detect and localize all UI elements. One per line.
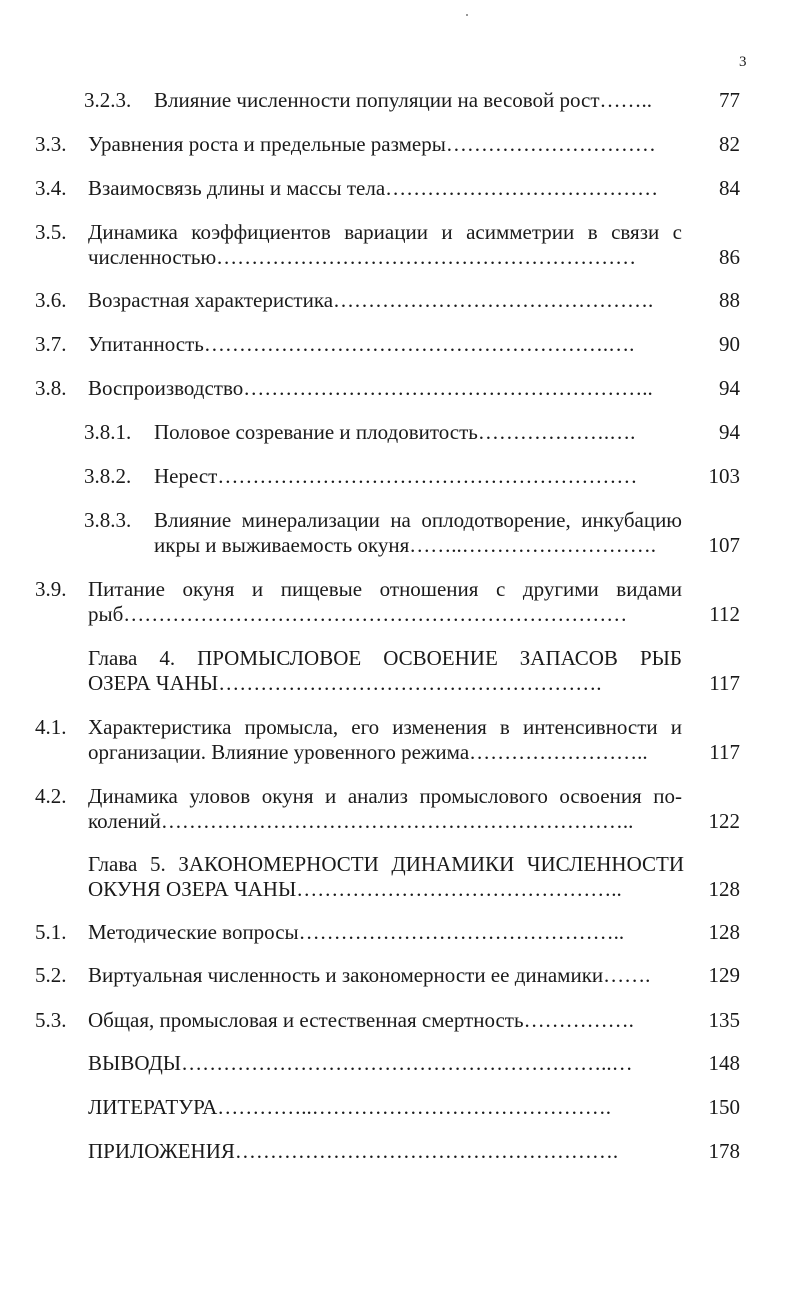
toc-entry-number: 3.2.3. [84,88,132,112]
toc-entry-page: 117 [709,671,740,695]
toc-entry-title [154,420,676,445]
toc-entry-page: 107 [708,533,740,557]
toc-entry-number: 5.1. [35,920,67,944]
toc-entry-title-line: Динамика уловов окуня и анализ промыслового освоения по- [88,784,682,808]
toc-entry-title [88,288,676,313]
toc-entry-title-line: численностью…………………………………………………… [88,245,637,269]
toc-entry-number: 3.6. [35,288,67,312]
toc-entry-number: 3.8.3. [84,508,132,532]
toc-entry-page: 94 [719,376,740,400]
toc-entry-title-line: Половое созревание и плодовитость……………….…. [154,420,636,444]
toc-entry-title [88,376,676,401]
toc-entry-title [88,1139,676,1164]
toc-entry-title-line: Влияние численности популяции на весовой рост…….. [154,88,653,112]
toc-entry-page: 94 [719,420,740,444]
toc-entry-title [88,1051,676,1076]
toc-entry-title-line: ЛИТЕРАТУРА…………..……………………………………. [88,1095,611,1119]
toc-entry-page: 122 [708,809,740,833]
toc-entry-title-line: организации. Влияние уровенного режима…………………….. [88,740,648,764]
toc-entry-page: 77 [719,88,740,112]
toc-entry-title-line: Общая, промысловая и естественная смертность……………. [88,1008,634,1032]
toc-entry-number: 3.8.2. [84,464,132,488]
toc-entry-page: 112 [709,602,740,626]
toc-entry-number: 4.2. [35,784,67,808]
toc-entry-number: 4.1. [35,715,67,739]
toc-entry-title [88,852,684,902]
toc-entry-title [154,508,682,558]
toc-entry-page: 117 [709,740,740,764]
toc-entry-title [88,1095,676,1120]
toc-entry-title [88,220,682,270]
toc-entry-title-line: Динамика коэффициентов вариации и асимметрии в связи с [88,220,682,244]
toc-entry-number: 3.7. [35,332,67,356]
toc-entry-page: 178 [708,1139,740,1163]
toc-entry-title-line: Глава 5. ЗАКОНОМЕРНОСТИ ДИНАМИКИ ЧИСЛЕННОСТИ [88,852,684,876]
toc-entry-number: 3.4. [35,176,67,200]
toc-entry-title-line: Глава 4. ПРОМЫСЛОВОЕ ОСВОЕНИЕ ЗАПАСОВ РЫБ [88,646,682,670]
toc-entry-title-line: Питание окуня и пищевые отношения с другими видами [88,577,682,601]
toc-entry-title-line: Характеристика промысла, его изменения в интенсивности и [88,715,682,739]
toc-entry-title-line: ОЗЕРА ЧАНЫ………………………………………………. [88,671,602,695]
toc-entry-page: 148 [708,1051,740,1075]
toc-entry-title-line: Уравнения роста и предельные размеры………………………… [88,132,656,156]
toc-entry-number: 5.3. [35,1008,67,1032]
toc-entry-title [88,132,676,157]
toc-entry-page: 135 [708,1008,740,1032]
toc-entry-title [88,1008,676,1033]
toc-entry-title [88,176,676,201]
toc-entry-title-line: Взаимосвязь длины и массы тела………………………………… [88,176,659,200]
toc-entry-page: 128 [708,920,740,944]
toc-entry-title [154,464,676,489]
toc-entry-title-line: колений………………………………………………………….. [88,809,634,833]
toc-entry-page: 128 [708,877,740,901]
toc-entry-number: 5.2. [35,963,67,987]
toc-entry-title-line: Методические вопросы……………………………………….. [88,920,625,944]
toc-entry-title-line: Возрастная характеристика………………………………………. [88,288,654,312]
toc-entry-title [88,920,676,945]
toc-entry-page: 129 [708,963,740,987]
toc-entry-number: 3.5. [35,220,67,244]
toc-entry-title-line: ПРИЛОЖЕНИЯ………………………………………………. [88,1139,619,1163]
toc-entry-title [88,332,676,357]
toc-entry-title-line: Воспроизводство………………………………………………….. [88,376,653,400]
toc-entry-title [88,715,682,765]
toc-entry-title-line: Влияние минерализации на оплодотворение, инкубацию [154,508,682,532]
toc-entry-number: 3.8.1. [84,420,132,444]
toc-entry-title [88,646,682,696]
toc-entry-page: 82 [719,132,740,156]
toc-entry-page: 86 [719,245,740,269]
toc-entry-title [154,88,676,113]
page-number: 3 [739,54,747,70]
toc-entry-title [88,963,676,988]
toc-entry-page: 90 [719,332,740,356]
toc-entry-number: 3.8. [35,376,67,400]
toc-entry-page: 150 [708,1095,740,1119]
toc-entry-number: 3.9. [35,577,67,601]
toc-entry-number: 3.3. [35,132,67,156]
toc-entry-page: 103 [708,464,740,488]
toc-entry-title-line: рыб……………………………………………………………… [88,602,628,626]
toc-entry-page: 88 [719,288,740,312]
toc-entry-title-line: ВЫВОДЫ……………………………………………………..… [88,1051,633,1075]
scan-speck [466,14,468,16]
toc-entry-title [88,784,682,834]
toc-entry-page: 84 [719,176,740,200]
toc-entry-title-line: икры и выживаемость окуня……..………………………. [154,533,657,557]
toc-entry-title [88,577,682,627]
toc-entry-title-line: Нерест…………………………………………………… [154,464,638,488]
toc-entry-title-line: Упитанность………………………………………………….…. [88,332,635,356]
toc-entry-title-line: ОКУНЯ ОЗЕРА ЧАНЫ……………………………………….. [88,877,622,901]
toc-entry-title-line: Виртуальная численность и закономерности ее динамики……. [88,963,651,987]
